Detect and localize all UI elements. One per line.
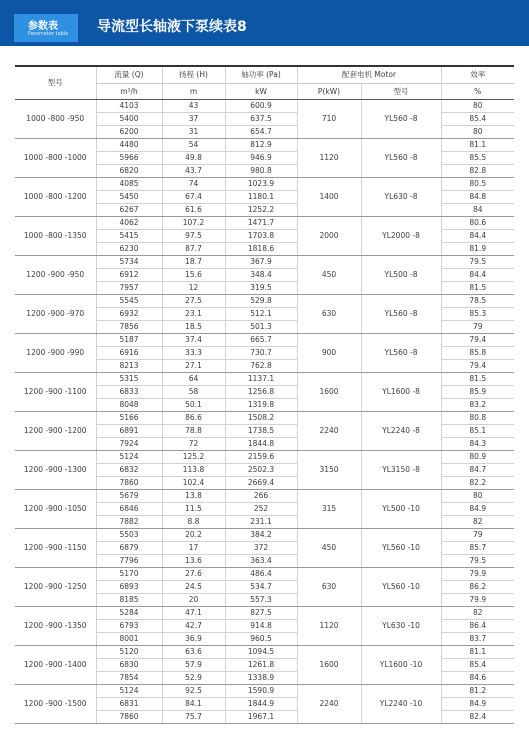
- efficiency-cell: 79: [441, 321, 514, 334]
- head-cell: 20: [162, 594, 225, 607]
- efficiency-cell: 84.6: [441, 672, 514, 685]
- power-cell: 1471.7: [225, 217, 297, 230]
- efficiency-cell: 79: [441, 529, 514, 542]
- flow-cell: 5966: [96, 152, 162, 165]
- unit-efficiency: %: [441, 84, 514, 100]
- table-row: [15, 100, 514, 113]
- efficiency-cell: 84.9: [441, 698, 514, 711]
- efficiency-cell: 83.7: [441, 633, 514, 646]
- efficiency-cell: 84.9: [441, 503, 514, 516]
- efficiency-cell: 85.9: [441, 386, 514, 399]
- power-cell: 486.4: [225, 568, 297, 581]
- efficiency-cell: 84.4: [441, 269, 514, 282]
- head-cell: 15.6: [162, 269, 225, 282]
- flow-cell: 6932: [96, 308, 162, 321]
- flow-cell: 5315: [96, 373, 162, 386]
- motor-power-cell: 1120: [297, 607, 361, 646]
- motor-power-cell: 1600: [297, 373, 361, 412]
- model-cell: 1000 -800 -1200: [15, 178, 96, 217]
- motor-model-cell: YL2000 -8: [361, 217, 441, 256]
- power-cell: 529.8: [225, 295, 297, 308]
- flow-cell: 4480: [96, 139, 162, 152]
- efficiency-cell: 79.9: [441, 594, 514, 607]
- motor-power-cell: 900: [297, 334, 361, 373]
- flow-cell: 5415: [96, 230, 162, 243]
- table-row: [15, 373, 514, 386]
- flow-cell: 5124: [96, 685, 162, 698]
- col-header-model: 型号: [15, 66, 96, 100]
- power-cell: 946.9: [225, 152, 297, 165]
- tag-label-cn: 参数表: [28, 21, 58, 32]
- flow-cell: 7860: [96, 711, 162, 724]
- head-cell: 49.8: [162, 152, 225, 165]
- col-header-flow: 流量 (Q): [96, 66, 162, 84]
- flow-cell: 4103: [96, 100, 162, 113]
- table-row: [15, 685, 514, 698]
- power-cell: 654.7: [225, 126, 297, 139]
- flow-cell: 5187: [96, 334, 162, 347]
- head-cell: 13.6: [162, 555, 225, 568]
- efficiency-cell: 80.9: [441, 451, 514, 464]
- head-cell: 67.4: [162, 191, 225, 204]
- efficiency-cell: 80: [441, 126, 514, 139]
- power-cell: 730.7: [225, 347, 297, 360]
- efficiency-cell: 80.5: [441, 178, 514, 191]
- efficiency-cell: 85.7: [441, 542, 514, 555]
- flow-cell: 6891: [96, 425, 162, 438]
- unit-power: kW: [225, 84, 297, 100]
- head-cell: 27.1: [162, 360, 225, 373]
- power-cell: 1023.9: [225, 178, 297, 191]
- model-cell: 1200 -900 -990: [15, 334, 96, 373]
- power-cell: 534.7: [225, 581, 297, 594]
- efficiency-cell: 85.3: [441, 308, 514, 321]
- head-cell: 50.1: [162, 399, 225, 412]
- flow-cell: 5545: [96, 295, 162, 308]
- efficiency-cell: 85.1: [441, 425, 514, 438]
- efficiency-cell: 82.4: [441, 711, 514, 724]
- head-cell: 11.5: [162, 503, 225, 516]
- flow-cell: 6793: [96, 620, 162, 633]
- flow-cell: 6916: [96, 347, 162, 360]
- flow-cell: 8048: [96, 399, 162, 412]
- model-cell: 1200 -900 -1200: [15, 412, 96, 451]
- head-cell: 107.2: [162, 217, 225, 230]
- motor-power-cell: 315: [297, 490, 361, 529]
- head-cell: 8.8: [162, 516, 225, 529]
- efficiency-cell: 79.4: [441, 334, 514, 347]
- efficiency-cell: 80.6: [441, 217, 514, 230]
- power-cell: 1137.1: [225, 373, 297, 386]
- power-cell: 501.3: [225, 321, 297, 334]
- col-header-efficiency: 效率: [441, 66, 514, 84]
- flow-cell: 6893: [96, 581, 162, 594]
- head-cell: 18.7: [162, 256, 225, 269]
- head-cell: 75.7: [162, 711, 225, 724]
- head-cell: 31: [162, 126, 225, 139]
- efficiency-cell: 80: [441, 490, 514, 503]
- efficiency-cell: 81.5: [441, 282, 514, 295]
- flow-cell: 6830: [96, 659, 162, 672]
- power-cell: 1967.1: [225, 711, 297, 724]
- flow-cell: 6846: [96, 503, 162, 516]
- power-cell: 384.2: [225, 529, 297, 542]
- head-cell: 27.5: [162, 295, 225, 308]
- motor-power-cell: 2000: [297, 217, 361, 256]
- motor-model-cell: YL3150 -8: [361, 451, 441, 490]
- head-cell: 20.2: [162, 529, 225, 542]
- power-cell: 1180.1: [225, 191, 297, 204]
- power-cell: 231.1: [225, 516, 297, 529]
- flow-cell: 6267: [96, 204, 162, 217]
- power-cell: 980.8: [225, 165, 297, 178]
- power-cell: 252: [225, 503, 297, 516]
- model-cell: 1200 -900 -1400: [15, 646, 96, 685]
- motor-model-cell: YL560 -8: [361, 334, 441, 373]
- efficiency-cell: 81.1: [441, 139, 514, 152]
- flow-cell: 5166: [96, 412, 162, 425]
- flow-cell: 8213: [96, 360, 162, 373]
- motor-model-cell: YL500 -8: [361, 256, 441, 295]
- model-cell: 1200 -900 -1250: [15, 568, 96, 607]
- power-cell: 1261.8: [225, 659, 297, 672]
- efficiency-cell: 81.5: [441, 373, 514, 386]
- head-cell: 78.8: [162, 425, 225, 438]
- table-row: [15, 646, 514, 659]
- table-row: [15, 412, 514, 425]
- model-cell: 1200 -900 -1100: [15, 373, 96, 412]
- motor-power-cell: 1600: [297, 646, 361, 685]
- motor-model-cell: YL630 -8: [361, 178, 441, 217]
- flow-cell: 7856: [96, 321, 162, 334]
- motor-model-cell: YL500 -10: [361, 490, 441, 529]
- efficiency-cell: 80.8: [441, 412, 514, 425]
- head-cell: 36.9: [162, 633, 225, 646]
- head-cell: 18.5: [162, 321, 225, 334]
- efficiency-cell: 84.8: [441, 191, 514, 204]
- power-cell: 1256.8: [225, 386, 297, 399]
- head-cell: 42.7: [162, 620, 225, 633]
- model-cell: 1200 -900 -1300: [15, 451, 96, 490]
- power-cell: 600.9: [225, 100, 297, 113]
- power-cell: 1252.2: [225, 204, 297, 217]
- head-cell: 13.8: [162, 490, 225, 503]
- flow-cell: 7924: [96, 438, 162, 451]
- flow-cell: 5170: [96, 568, 162, 581]
- flow-cell: 6200: [96, 126, 162, 139]
- col-header-power: 轴功率 (Pa): [225, 66, 297, 84]
- power-cell: 1338.9: [225, 672, 297, 685]
- efficiency-cell: 82: [441, 607, 514, 620]
- head-cell: 23.1: [162, 308, 225, 321]
- power-cell: 367.9: [225, 256, 297, 269]
- motor-power-cell: 710: [297, 100, 361, 139]
- header-banner: [0, 0, 529, 46]
- power-cell: 1844.8: [225, 438, 297, 451]
- motor-model-cell: YL1600 -8: [361, 373, 441, 412]
- power-cell: 512.1: [225, 308, 297, 321]
- flow-cell: 7882: [96, 516, 162, 529]
- motor-power-cell: 2240: [297, 412, 361, 451]
- motor-model-cell: YL630 -10: [361, 607, 441, 646]
- efficiency-cell: 83.2: [441, 399, 514, 412]
- flow-cell: 6879: [96, 542, 162, 555]
- efficiency-cell: 84: [441, 204, 514, 217]
- efficiency-cell: 82.2: [441, 477, 514, 490]
- head-cell: 72: [162, 438, 225, 451]
- model-cell: 1200 -900 -1050: [15, 490, 96, 529]
- parameter-table-tag: [14, 14, 78, 42]
- motor-model-cell: YL2240 -8: [361, 412, 441, 451]
- flow-cell: 6230: [96, 243, 162, 256]
- head-cell: 87.7: [162, 243, 225, 256]
- efficiency-cell: 79.5: [441, 555, 514, 568]
- model-cell: 1200 -900 -1350: [15, 607, 96, 646]
- parameter-table: [15, 65, 514, 724]
- motor-power-cell: 3150: [297, 451, 361, 490]
- flow-cell: 4062: [96, 217, 162, 230]
- efficiency-cell: 82.8: [441, 165, 514, 178]
- table-row: [15, 178, 514, 191]
- efficiency-cell: 81.2: [441, 685, 514, 698]
- power-cell: 2159.6: [225, 451, 297, 464]
- efficiency-cell: 79.4: [441, 360, 514, 373]
- efficiency-cell: 85.4: [441, 113, 514, 126]
- power-cell: 348.4: [225, 269, 297, 282]
- head-cell: 37: [162, 113, 225, 126]
- motor-power-cell: 2240: [297, 685, 361, 724]
- table-row: [15, 529, 514, 542]
- flow-cell: 5124: [96, 451, 162, 464]
- power-cell: 1703.8: [225, 230, 297, 243]
- flow-cell: 7957: [96, 282, 162, 295]
- efficiency-cell: 86.2: [441, 581, 514, 594]
- flow-cell: 4085: [96, 178, 162, 191]
- power-cell: 665.7: [225, 334, 297, 347]
- table-row: [15, 451, 514, 464]
- efficiency-cell: 82: [441, 516, 514, 529]
- efficiency-cell: 79.5: [441, 256, 514, 269]
- table-row: [15, 256, 514, 269]
- head-cell: 33.3: [162, 347, 225, 360]
- head-cell: 64: [162, 373, 225, 386]
- flow-cell: 6831: [96, 698, 162, 711]
- power-cell: 960.5: [225, 633, 297, 646]
- efficiency-cell: 85.5: [441, 152, 514, 165]
- efficiency-cell: 86.4: [441, 620, 514, 633]
- head-cell: 102.4: [162, 477, 225, 490]
- flow-cell: 8185: [96, 594, 162, 607]
- power-cell: 363.4: [225, 555, 297, 568]
- table-row: [15, 334, 514, 347]
- flow-cell: 7796: [96, 555, 162, 568]
- power-cell: 319.5: [225, 282, 297, 295]
- efficiency-cell: 81.9: [441, 243, 514, 256]
- table-row: [15, 139, 514, 152]
- power-cell: 2502.3: [225, 464, 297, 477]
- flow-cell: 6912: [96, 269, 162, 282]
- power-cell: 812.9: [225, 139, 297, 152]
- unit-head: m: [162, 84, 225, 100]
- flow-cell: 5679: [96, 490, 162, 503]
- unit-motor-power: P(kW): [297, 84, 361, 100]
- efficiency-cell: 85.8: [441, 347, 514, 360]
- head-cell: 43: [162, 100, 225, 113]
- efficiency-cell: 78.5: [441, 295, 514, 308]
- power-cell: 762.8: [225, 360, 297, 373]
- efficiency-cell: 79.9: [441, 568, 514, 581]
- table-row: [15, 295, 514, 308]
- power-cell: 1094.5: [225, 646, 297, 659]
- power-cell: 1319.8: [225, 399, 297, 412]
- power-cell: 372: [225, 542, 297, 555]
- head-cell: 74: [162, 178, 225, 191]
- model-cell: 1200 -900 -950: [15, 256, 96, 295]
- motor-model-cell: YL560 -10: [361, 568, 441, 607]
- motor-power-cell: 450: [297, 529, 361, 568]
- power-cell: 827.5: [225, 607, 297, 620]
- power-cell: 2669.4: [225, 477, 297, 490]
- head-cell: 37.4: [162, 334, 225, 347]
- efficiency-cell: 81.1: [441, 646, 514, 659]
- unit-flow: m³/h: [96, 84, 162, 100]
- power-cell: 1818.6: [225, 243, 297, 256]
- motor-power-cell: 630: [297, 568, 361, 607]
- flow-cell: 6833: [96, 386, 162, 399]
- flow-cell: 5450: [96, 191, 162, 204]
- flow-cell: 5734: [96, 256, 162, 269]
- power-cell: 1508.2: [225, 412, 297, 425]
- table-row: [15, 607, 514, 620]
- flow-cell: 5503: [96, 529, 162, 542]
- power-cell: 637.5: [225, 113, 297, 126]
- motor-power-cell: 630: [297, 295, 361, 334]
- flow-cell: 5284: [96, 607, 162, 620]
- head-cell: 43.7: [162, 165, 225, 178]
- head-cell: 63.6: [162, 646, 225, 659]
- motor-power-cell: 450: [297, 256, 361, 295]
- head-cell: 27.6: [162, 568, 225, 581]
- power-cell: 1738.5: [225, 425, 297, 438]
- motor-power-cell: 1400: [297, 178, 361, 217]
- model-cell: 1200 -900 -1500: [15, 685, 96, 724]
- head-cell: 84.1: [162, 698, 225, 711]
- head-cell: 113.8: [162, 464, 225, 477]
- head-cell: 86.6: [162, 412, 225, 425]
- flow-cell: 7860: [96, 477, 162, 490]
- model-cell: 1000 -800 -1000: [15, 139, 96, 178]
- head-cell: 57.9: [162, 659, 225, 672]
- head-cell: 52.9: [162, 672, 225, 685]
- efficiency-cell: 84.3: [441, 438, 514, 451]
- motor-model-cell: YL560 -10: [361, 529, 441, 568]
- head-cell: 17: [162, 542, 225, 555]
- efficiency-cell: 80: [441, 100, 514, 113]
- unit-motor-model: 型号: [361, 84, 441, 100]
- flow-cell: 6832: [96, 464, 162, 477]
- col-header-motor: 配套电机 Motor: [297, 66, 441, 84]
- motor-model-cell: YL560 -8: [361, 295, 441, 334]
- head-cell: 58: [162, 386, 225, 399]
- head-cell: 61.6: [162, 204, 225, 217]
- model-cell: 1000 -800 -950: [15, 100, 96, 139]
- model-cell: 1200 -900 -1150: [15, 529, 96, 568]
- head-cell: 125.2: [162, 451, 225, 464]
- motor-model-cell: YL1600 -10: [361, 646, 441, 685]
- flow-cell: 7854: [96, 672, 162, 685]
- motor-model-cell: YL560 -8: [361, 139, 441, 178]
- head-cell: 54: [162, 139, 225, 152]
- head-cell: 92.5: [162, 685, 225, 698]
- efficiency-cell: 84.7: [441, 464, 514, 477]
- tag-label-en: Parameter table: [28, 31, 69, 37]
- power-cell: 266: [225, 490, 297, 503]
- table-row: [15, 217, 514, 230]
- model-cell: 1000 -800 -1350: [15, 217, 96, 256]
- table-body: [15, 100, 514, 724]
- table-row: [15, 568, 514, 581]
- head-cell: 24.5: [162, 581, 225, 594]
- head-cell: 47.1: [162, 607, 225, 620]
- flow-cell: 8001: [96, 633, 162, 646]
- power-cell: 1590.9: [225, 685, 297, 698]
- flow-cell: 5120: [96, 646, 162, 659]
- motor-power-cell: 1120: [297, 139, 361, 178]
- head-cell: 97.5: [162, 230, 225, 243]
- col-header-head: 扬程 (H): [162, 66, 225, 84]
- power-cell: 557.3: [225, 594, 297, 607]
- header-row-1: [15, 66, 514, 84]
- motor-model-cell: YL560 -8: [361, 100, 441, 139]
- power-cell: 1844.9: [225, 698, 297, 711]
- model-cell: 1200 -900 -970: [15, 295, 96, 334]
- motor-model-cell: YL2240 -10: [361, 685, 441, 724]
- flow-cell: 5400: [96, 113, 162, 126]
- efficiency-cell: 84.4: [441, 230, 514, 243]
- page-title: 导流型长轴液下泵续表8: [97, 19, 247, 35]
- flow-cell: 6820: [96, 165, 162, 178]
- head-cell: 12: [162, 282, 225, 295]
- table-row: [15, 490, 514, 503]
- power-cell: 914.8: [225, 620, 297, 633]
- efficiency-cell: 85.4: [441, 659, 514, 672]
